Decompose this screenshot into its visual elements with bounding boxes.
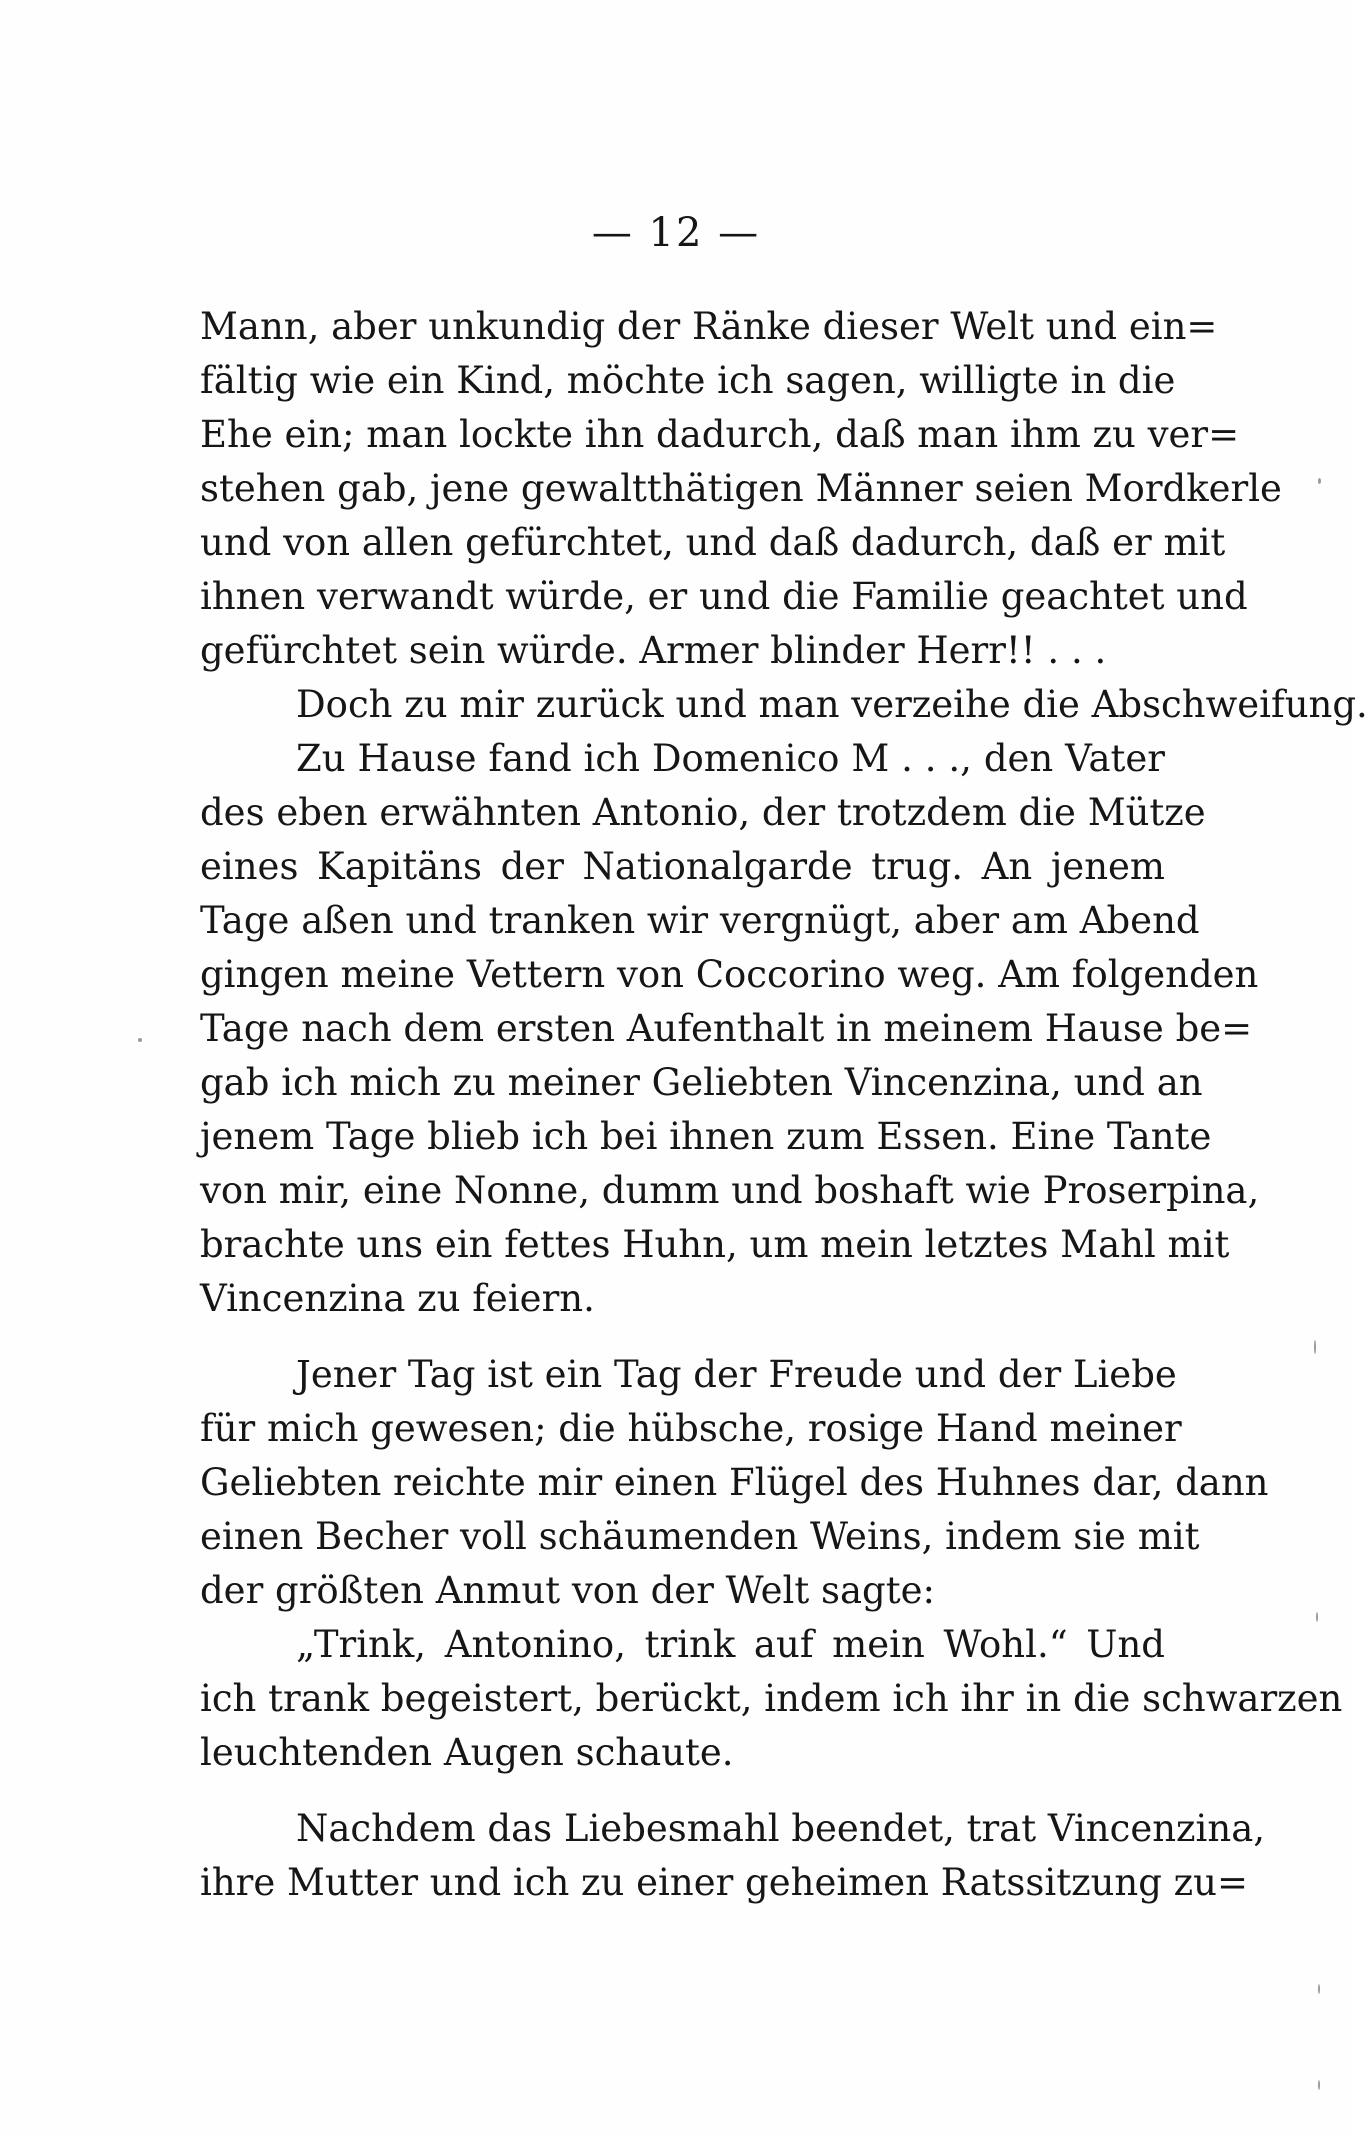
text-line: gingen meine Vettern von Coccorino weg. Am folgenden	[200, 953, 1259, 996]
paper-speck	[1314, 1340, 1316, 1354]
text-line: des eben erwähnten Antonio, der trotzdem die Mütze	[200, 791, 1206, 834]
text-line: „Trink, Antonino, trink auf mein Wohl.“ Und	[296, 1623, 1165, 1666]
text-line: fältig wie ein Kind, möchte ich sagen, willigte in die	[200, 359, 1176, 402]
text-line: gab ich mich zu meiner Geliebten Vincenzina, und an	[200, 1061, 1203, 1104]
text-line: Tage aßen und tranken wir vergnügt, aber am Abend	[200, 899, 1200, 942]
text-line: Geliebten reichte mir einen Flügel des Huhnes dar, dann	[200, 1461, 1269, 1504]
text-line: Jener Tag ist ein Tag der Freude und der Liebe	[296, 1353, 1177, 1396]
text-line: Ehe ein; man lockte ihn dadurch, daß man ihm zu ver=	[200, 413, 1240, 456]
text-line: jenem Tage blieb ich bei ihnen zum Essen. Eine Tante	[200, 1115, 1212, 1158]
text-line: und von allen gefürchtet, und daß dadurch, daß er mit	[200, 521, 1226, 564]
text-line: Zu Hause fand ich Domenico M . . ., den Vater	[296, 737, 1165, 780]
text-line: ich trank begeistert, berückt, indem ich ihr in die schwarzen	[200, 1677, 1343, 1720]
text-line: gefürchtet sein würde. Armer blinder Herr!! . . .	[200, 629, 1107, 672]
paper-speck	[1318, 478, 1321, 484]
text-line: ihnen verwandt würde, er und die Familie geachtet und	[200, 575, 1248, 618]
paper-speck	[1318, 1984, 1320, 1994]
text-line: der größten Anmut von der Welt sagte:	[200, 1569, 935, 1612]
text-line: einen Becher voll schäumenden Weins, indem sie mit	[200, 1515, 1200, 1558]
text-line: Doch zu mir zurück und man verzeihe die Abschweifung.	[296, 683, 1368, 726]
text-line: stehen gab, jene gewaltthätigen Männer seien Mordkerle	[200, 467, 1282, 510]
text-line: von mir, eine Nonne, dumm und boshaft wie Proserpina,	[200, 1169, 1260, 1212]
text-line: brachte uns ein fettes Huhn, um mein letztes Mahl mit	[200, 1223, 1230, 1266]
paper-speck	[1316, 1612, 1318, 1622]
text-line: Nachdem das Liebesmahl beendet, trat Vincenzina,	[296, 1807, 1266, 1850]
text-line: Vincenzina zu feiern.	[200, 1277, 595, 1320]
text-line: für mich gewesen; die hübsche, rosige Hand meiner	[200, 1407, 1182, 1450]
paper-speck	[1318, 2080, 1320, 2090]
body-text	[200, 300, 1368, 1910]
page-number: — 12 —	[591, 210, 761, 256]
text-line: leuchtenden Augen schaute.	[200, 1731, 734, 1774]
text-line: eines Kapitäns der Nationalgarde trug. An jenem	[200, 845, 1165, 888]
text-line: Mann, aber unkundig der Ränke dieser Welt und ein=	[200, 305, 1218, 348]
text-line: Tage nach dem ersten Aufenthalt in meinem Hause be=	[200, 1007, 1253, 1050]
text-line: ihre Mutter und ich zu einer geheimen Ratssitzung zu=	[200, 1861, 1248, 1904]
paper-speck	[138, 1038, 142, 1042]
